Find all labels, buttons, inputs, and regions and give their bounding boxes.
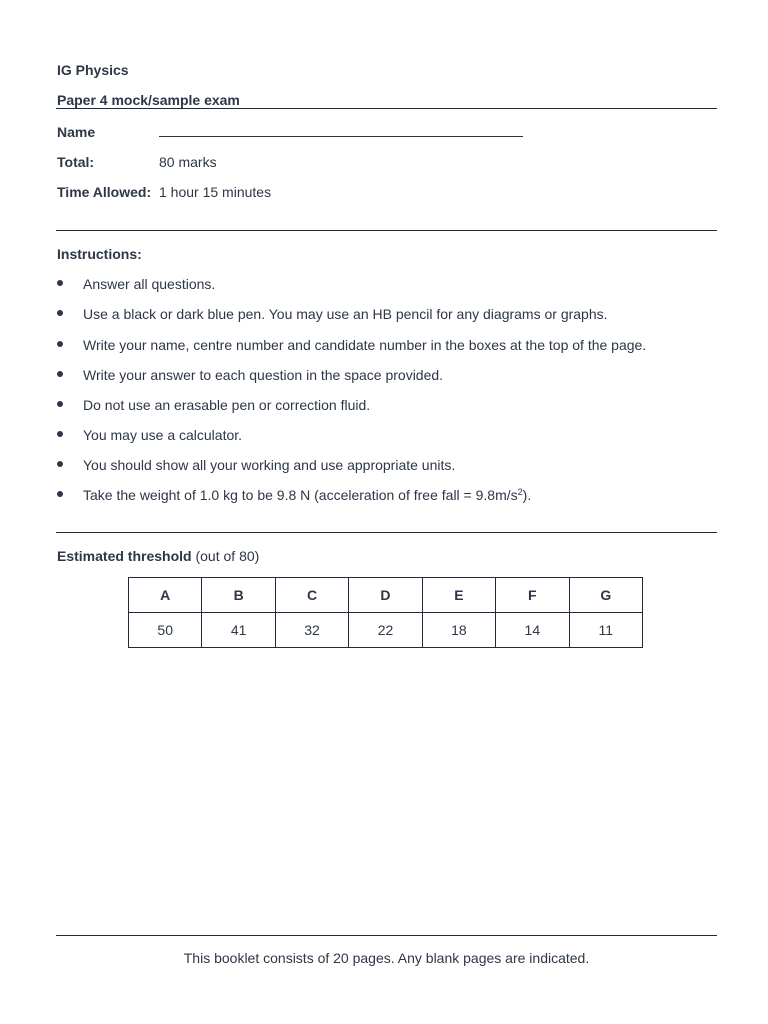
marks-cell: 22 — [349, 613, 422, 648]
name-answer-line[interactable] — [159, 136, 523, 137]
grade-threshold-table — [128, 577, 643, 648]
marks-row — [129, 613, 643, 648]
time-allowed-value: 1 hour 15 minutes — [159, 184, 272, 200]
grade-cell: A — [129, 578, 202, 613]
bullet-icon — [57, 371, 63, 377]
grade-cell: D — [349, 578, 422, 613]
bullet-icon — [57, 280, 63, 286]
instruction-item: Write your answer to each question in the space provided. — [83, 367, 444, 383]
instruction-item: Do not use an erasable pen or correction fluid. — [83, 397, 371, 413]
marks-cell: 14 — [496, 613, 569, 648]
instruction-item: Answer all questions. — [83, 276, 216, 292]
grade-cell: E — [422, 578, 495, 613]
instructions-heading: Instructions: — [57, 246, 142, 262]
bullet-icon — [57, 401, 63, 407]
header-divider — [56, 108, 717, 109]
weight-text: Take the weight of 1.0 kg to be 9.8 N (acceleration of free fall = 9.8m/s — [83, 487, 518, 503]
grade-cell: C — [275, 578, 348, 613]
threshold-label: Estimated threshold — [57, 548, 192, 564]
threshold-note: (out of 80) — [195, 548, 260, 564]
weight-text-end: ). — [522, 487, 532, 503]
instruction-item: You should show all your working and use appropriate units. — [83, 457, 456, 473]
bullet-icon — [57, 461, 63, 467]
name-label: Name — [57, 124, 96, 140]
time-allowed-label: Time Allowed: — [57, 184, 152, 200]
total-label: Total: — [57, 154, 95, 170]
instruction-item: You may use a calculator. — [83, 427, 243, 443]
grade-row — [129, 578, 643, 613]
marks-cell: 41 — [202, 613, 275, 648]
footer-divider — [56, 935, 717, 936]
grade-cell: B — [202, 578, 275, 613]
instruction-item: Write your name, centre number and candidate number in the boxes at the top of the page. — [83, 337, 647, 353]
details-divider — [56, 230, 717, 231]
marks-cell: 32 — [275, 613, 348, 648]
bullet-icon — [57, 310, 63, 316]
instruction-item: Use a black or dark blue pen. You may use an HB pencil for any diagrams or graphs. — [83, 306, 608, 322]
course-title: IG Physics — [57, 62, 129, 78]
total-value: 80 marks — [159, 154, 217, 170]
bullet-icon — [57, 491, 63, 497]
grade-cell: G — [569, 578, 642, 613]
instruction-item-weight — [83, 487, 531, 503]
bullet-icon — [57, 341, 63, 347]
marks-cell: 11 — [569, 613, 642, 648]
grade-cell: F — [496, 578, 569, 613]
instructions-divider — [56, 532, 717, 533]
paper-title: Paper 4 mock/sample exam — [57, 92, 240, 108]
exponent: 2 — [517, 487, 523, 497]
bullet-icon — [57, 431, 63, 437]
booklet-footer-note: This booklet consists of 20 pages. Any blank pages are indicated. — [183, 950, 590, 966]
marks-cell: 50 — [129, 613, 202, 648]
threshold-heading — [57, 548, 259, 564]
marks-cell: 18 — [422, 613, 495, 648]
